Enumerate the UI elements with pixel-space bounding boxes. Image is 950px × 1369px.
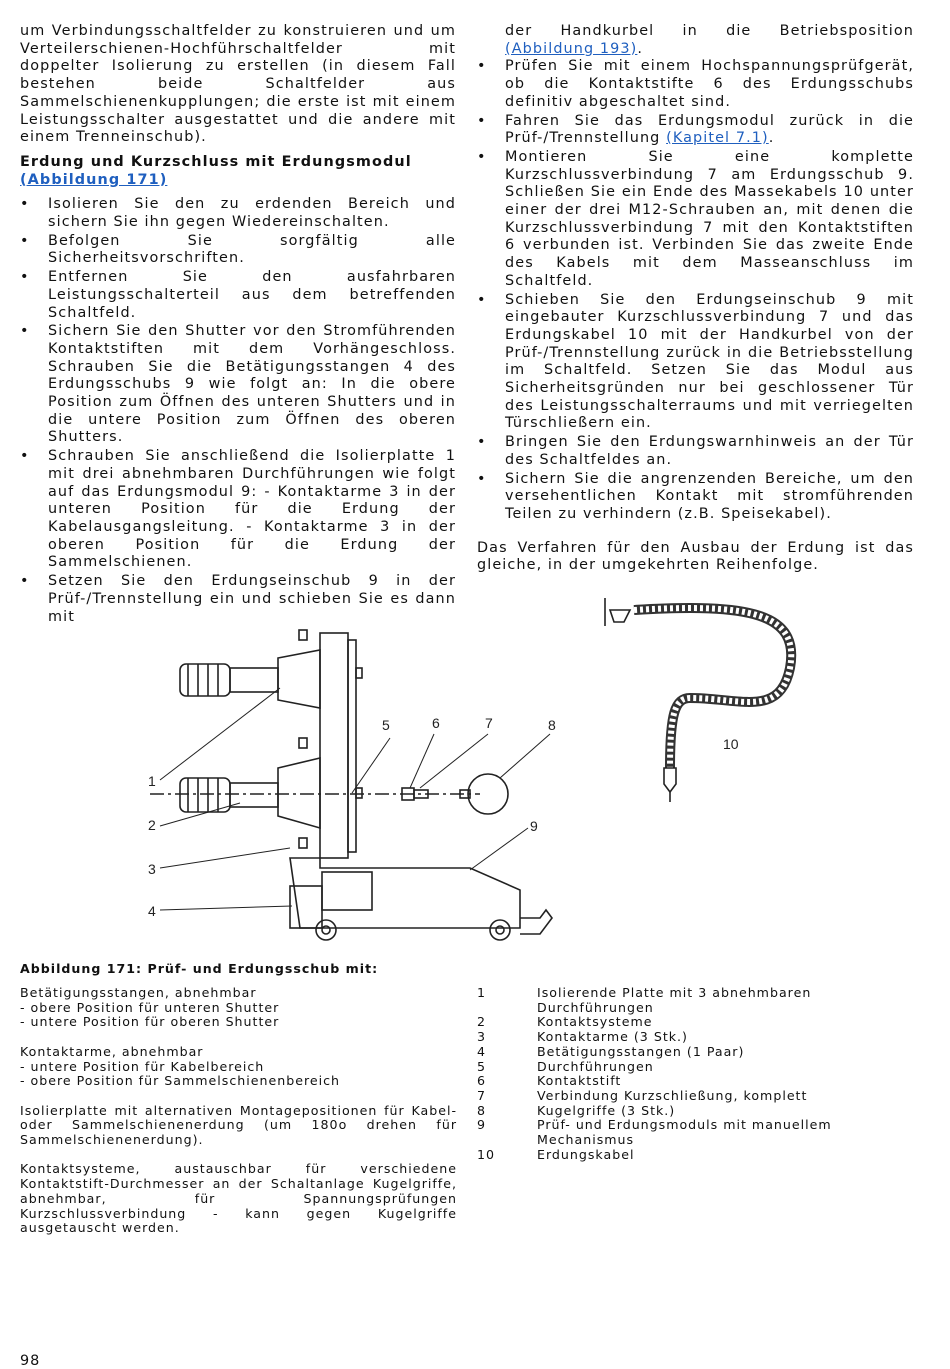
callout-5: 5	[382, 717, 390, 733]
list-item	[477, 113, 914, 148]
step-list-left	[20, 196, 456, 626]
heading-text: Erdung und Kurzschluss mit Erdungsmodul	[20, 153, 412, 170]
callout-4: 4	[148, 903, 156, 919]
period: .	[637, 40, 644, 57]
legend-row	[477, 1015, 917, 1030]
legend-number: 1	[477, 985, 487, 1000]
note-line: - obere Position für unteren Shutter	[20, 999, 280, 1015]
legend-text: Prüf- und Erdungsmoduls mit manuellem Mechanismus	[537, 1117, 832, 1148]
list-item: • Schrauben Sie anschließend die Isolierplatte 1 mit drei abnehmbaren Durchführungen wie folgt auf das Erdungsmodul 9: - Kontaktarme 3 in der unteren Position für die Erdung der Kabelausgangsleitung. - Kontaktarme 3 in der oberen Position für die Erdung der Sammelschienen.	[20, 448, 456, 572]
legend-text: Kugelgriffe (3 Stk.)	[537, 1102, 676, 1118]
callout-2: 2	[148, 817, 156, 833]
figure-caption: Abbildung 171: Prüf- und Erdungsschub mit:	[20, 961, 379, 976]
legend-row	[477, 1074, 917, 1089]
note-block: Kontaktsysteme, austauschbar für verschiedene Kontaktstift-Durchmesser an der Schaltanlage Kugelgriffe, abnehmbar, für Spannungsprüfungen Kurzschlussverbindung - kann gegen Kugelgriffe ausgetauscht werden.	[20, 1161, 457, 1236]
upper-contact-system	[180, 650, 320, 708]
note-line: Betätigungsstangen, abnehmbar	[20, 985, 257, 1000]
legend-text: Kontaktsysteme	[537, 1014, 653, 1030]
legend-row	[477, 1104, 917, 1119]
list-item: • Montieren Sie eine komplette Kurzschlussverbindung 7 am Erdungsschub 9. Schließen Sie ein Ende des Massekabels 10 unter einer der drei M12-Schrauben an, mit denen die Kurzschlussverbindung 7 mit den Kontaktstiften 6 verbunden ist. Verbinden Sie das zweite Ende des Kabels mit dem Masseanschluss im Schaltfeld.	[477, 149, 914, 291]
legend-number: 9	[477, 1117, 487, 1133]
list-item: • Prüfen Sie mit einem Hochspannungsprüfgerät, ob die Kontaktstifte 6 des Erdungsschubs definitiv abgeschaltet sind.	[477, 58, 914, 111]
insulating-plate	[320, 633, 348, 858]
legend-text: Kontaktstift	[537, 1073, 622, 1089]
earthing-truck-diagram	[30, 588, 920, 953]
legend-number: 4	[477, 1043, 487, 1059]
figure-link-171[interactable]: (Abbildung 171)	[20, 171, 168, 188]
note-block	[20, 986, 457, 1030]
list-item: • Setzen Sie den Erdungseinschub 9 in der Prüf-/Trennstellung ein und schieben Sie es dann mit	[20, 573, 456, 626]
note-line: - untere Position für oberen Shutter	[20, 1014, 280, 1030]
list-item: • Entfernen Sie den ausfahrbaren Leistungsschalterteil aus dem betreffenden Schaltfeld.	[20, 269, 456, 322]
legend-row	[477, 1148, 917, 1163]
list-item: • Isolieren Sie den zu erdenden Bereich und sichern Sie ihn gegen Wiedereinschalten.	[20, 196, 456, 231]
legend-text: Erdungskabel	[537, 1146, 635, 1162]
list-item: • Sichern Sie den Shutter vor den Stromführenden Kontaktstiften mit dem Vorhängeschloss. Schrauben Sie die Betätigungsstangen 4 des Erdungsschubs 9 wie folgt an: In die obere Position zum Öffnen des unteren Shutters und in die untere Position zum Öffnen des oberen Shutters.	[20, 323, 456, 447]
callout-10: 10	[723, 736, 739, 752]
legend-row	[477, 986, 917, 1015]
list-item: • Sichern Sie die angrenzenden Bereiche, um den versehentlichen Kontakt mit stromführenden Teilen zu verhindern (z.B. Speisekabel).	[477, 471, 914, 524]
list-item: • Schieben Sie den Erdungseinschub 9 mit eingebauter Kurzschlussverbindung 7 und das Erdungskabel 10 mit der Handkurbel von der Prüf-/Trennstellung zurück in die Betriebsstellung im Schaltfeld. Setzen Sie das Modul aus Sicherheitsgründen nur bei geschlossener Tür des Leistungsschalterraums und mit verriegelten Türschließern ein.	[477, 292, 914, 434]
closing-paragraph: Das Verfahren für den Ausbau der Erdung ist das gleiche, in der umgekehrten Reihenfolge.	[477, 539, 914, 574]
continued-step-text: der Handkurbel in die Betriebsposition	[505, 23, 914, 39]
step-list-right	[477, 58, 914, 523]
ball-handle	[460, 774, 508, 814]
left-column	[20, 23, 456, 627]
legend-row	[477, 1118, 917, 1147]
note-line: - obere Position für Sammelschienenbereich	[20, 1073, 340, 1089]
legend-row	[477, 1060, 917, 1075]
figure-legend	[477, 986, 917, 1162]
legend-text: Betätigungsstangen (1 Paar)	[537, 1043, 745, 1059]
legend-number: 8	[477, 1102, 487, 1118]
note-line: Kontaktarme, abnehmbar	[20, 1043, 204, 1059]
legend-text: Durchführungen	[537, 1058, 654, 1074]
legend-number: 6	[477, 1073, 487, 1089]
callout-8: 8	[548, 717, 556, 733]
legend-row	[477, 1045, 917, 1060]
list-item-text: Fahren Sie das Erdungsmodul zurück in die Prüf-/Trennstellung	[505, 112, 914, 147]
legend-number: 3	[477, 1029, 487, 1045]
period: .	[768, 130, 775, 147]
note-block: Isolierplatte mit alternativen Montagepositionen für Kabel- oder Sammelschienenerdung (um 180o drehen für Sammelschienenerdung).	[20, 1102, 457, 1147]
callout-1: 1	[148, 773, 156, 789]
note-block	[20, 1045, 457, 1089]
intro-paragraph: um Verbindungsschaltfelder zu konstruieren und um Verteilerschienen-Hochführschaltfelder mit doppelter Isolierung zu erstellen (in diesem Fall bestehen beide Schaltfelder aus Sammelschienenkupplungen; die erste ist mit einem Leistungsschalter ausgestattet und die andere mit einem Trenneinschub).	[20, 23, 456, 146]
callout-7: 7	[485, 715, 493, 731]
legend-number: 5	[477, 1058, 487, 1074]
list-item: • Bringen Sie den Erdungswarnhinweis an der Tür des Schaltfeldes an.	[477, 434, 914, 469]
callout-3: 3	[148, 861, 156, 877]
truck-base	[290, 858, 552, 940]
lower-contact-system	[180, 758, 320, 828]
legend-text: Kontaktarme (3 Stk.)	[537, 1029, 688, 1045]
legend-row	[477, 1089, 917, 1104]
continued-step	[477, 23, 914, 58]
legend-number: 10	[477, 1146, 496, 1162]
callout-9: 9	[530, 818, 538, 834]
plate-frame	[348, 640, 356, 852]
chapter-link-7-1[interactable]: (Kapitel 7.1)	[666, 130, 769, 147]
list-item: • Befolgen Sie sorgfältig alle Sicherheitsvorschriften.	[20, 233, 456, 268]
legend-row	[477, 1030, 917, 1045]
note-line: - untere Position für Kabelbereich	[20, 1058, 265, 1074]
figure-notes	[20, 986, 457, 1251]
legend-text: Verbindung Kurzschließung, komplett	[537, 1087, 808, 1103]
section-heading	[20, 154, 456, 189]
callout-6: 6	[432, 715, 440, 731]
right-column	[477, 23, 914, 575]
earthing-cable	[605, 598, 791, 802]
page-number: 98	[20, 1353, 41, 1369]
legend-number: 2	[477, 1014, 487, 1030]
legend-number: 7	[477, 1087, 487, 1103]
legend-text: Isolierende Platte mit 3 abnehmbaren Durchführungen	[537, 985, 812, 1015]
figure-link-193[interactable]: (Abbildung 193)	[505, 40, 638, 57]
